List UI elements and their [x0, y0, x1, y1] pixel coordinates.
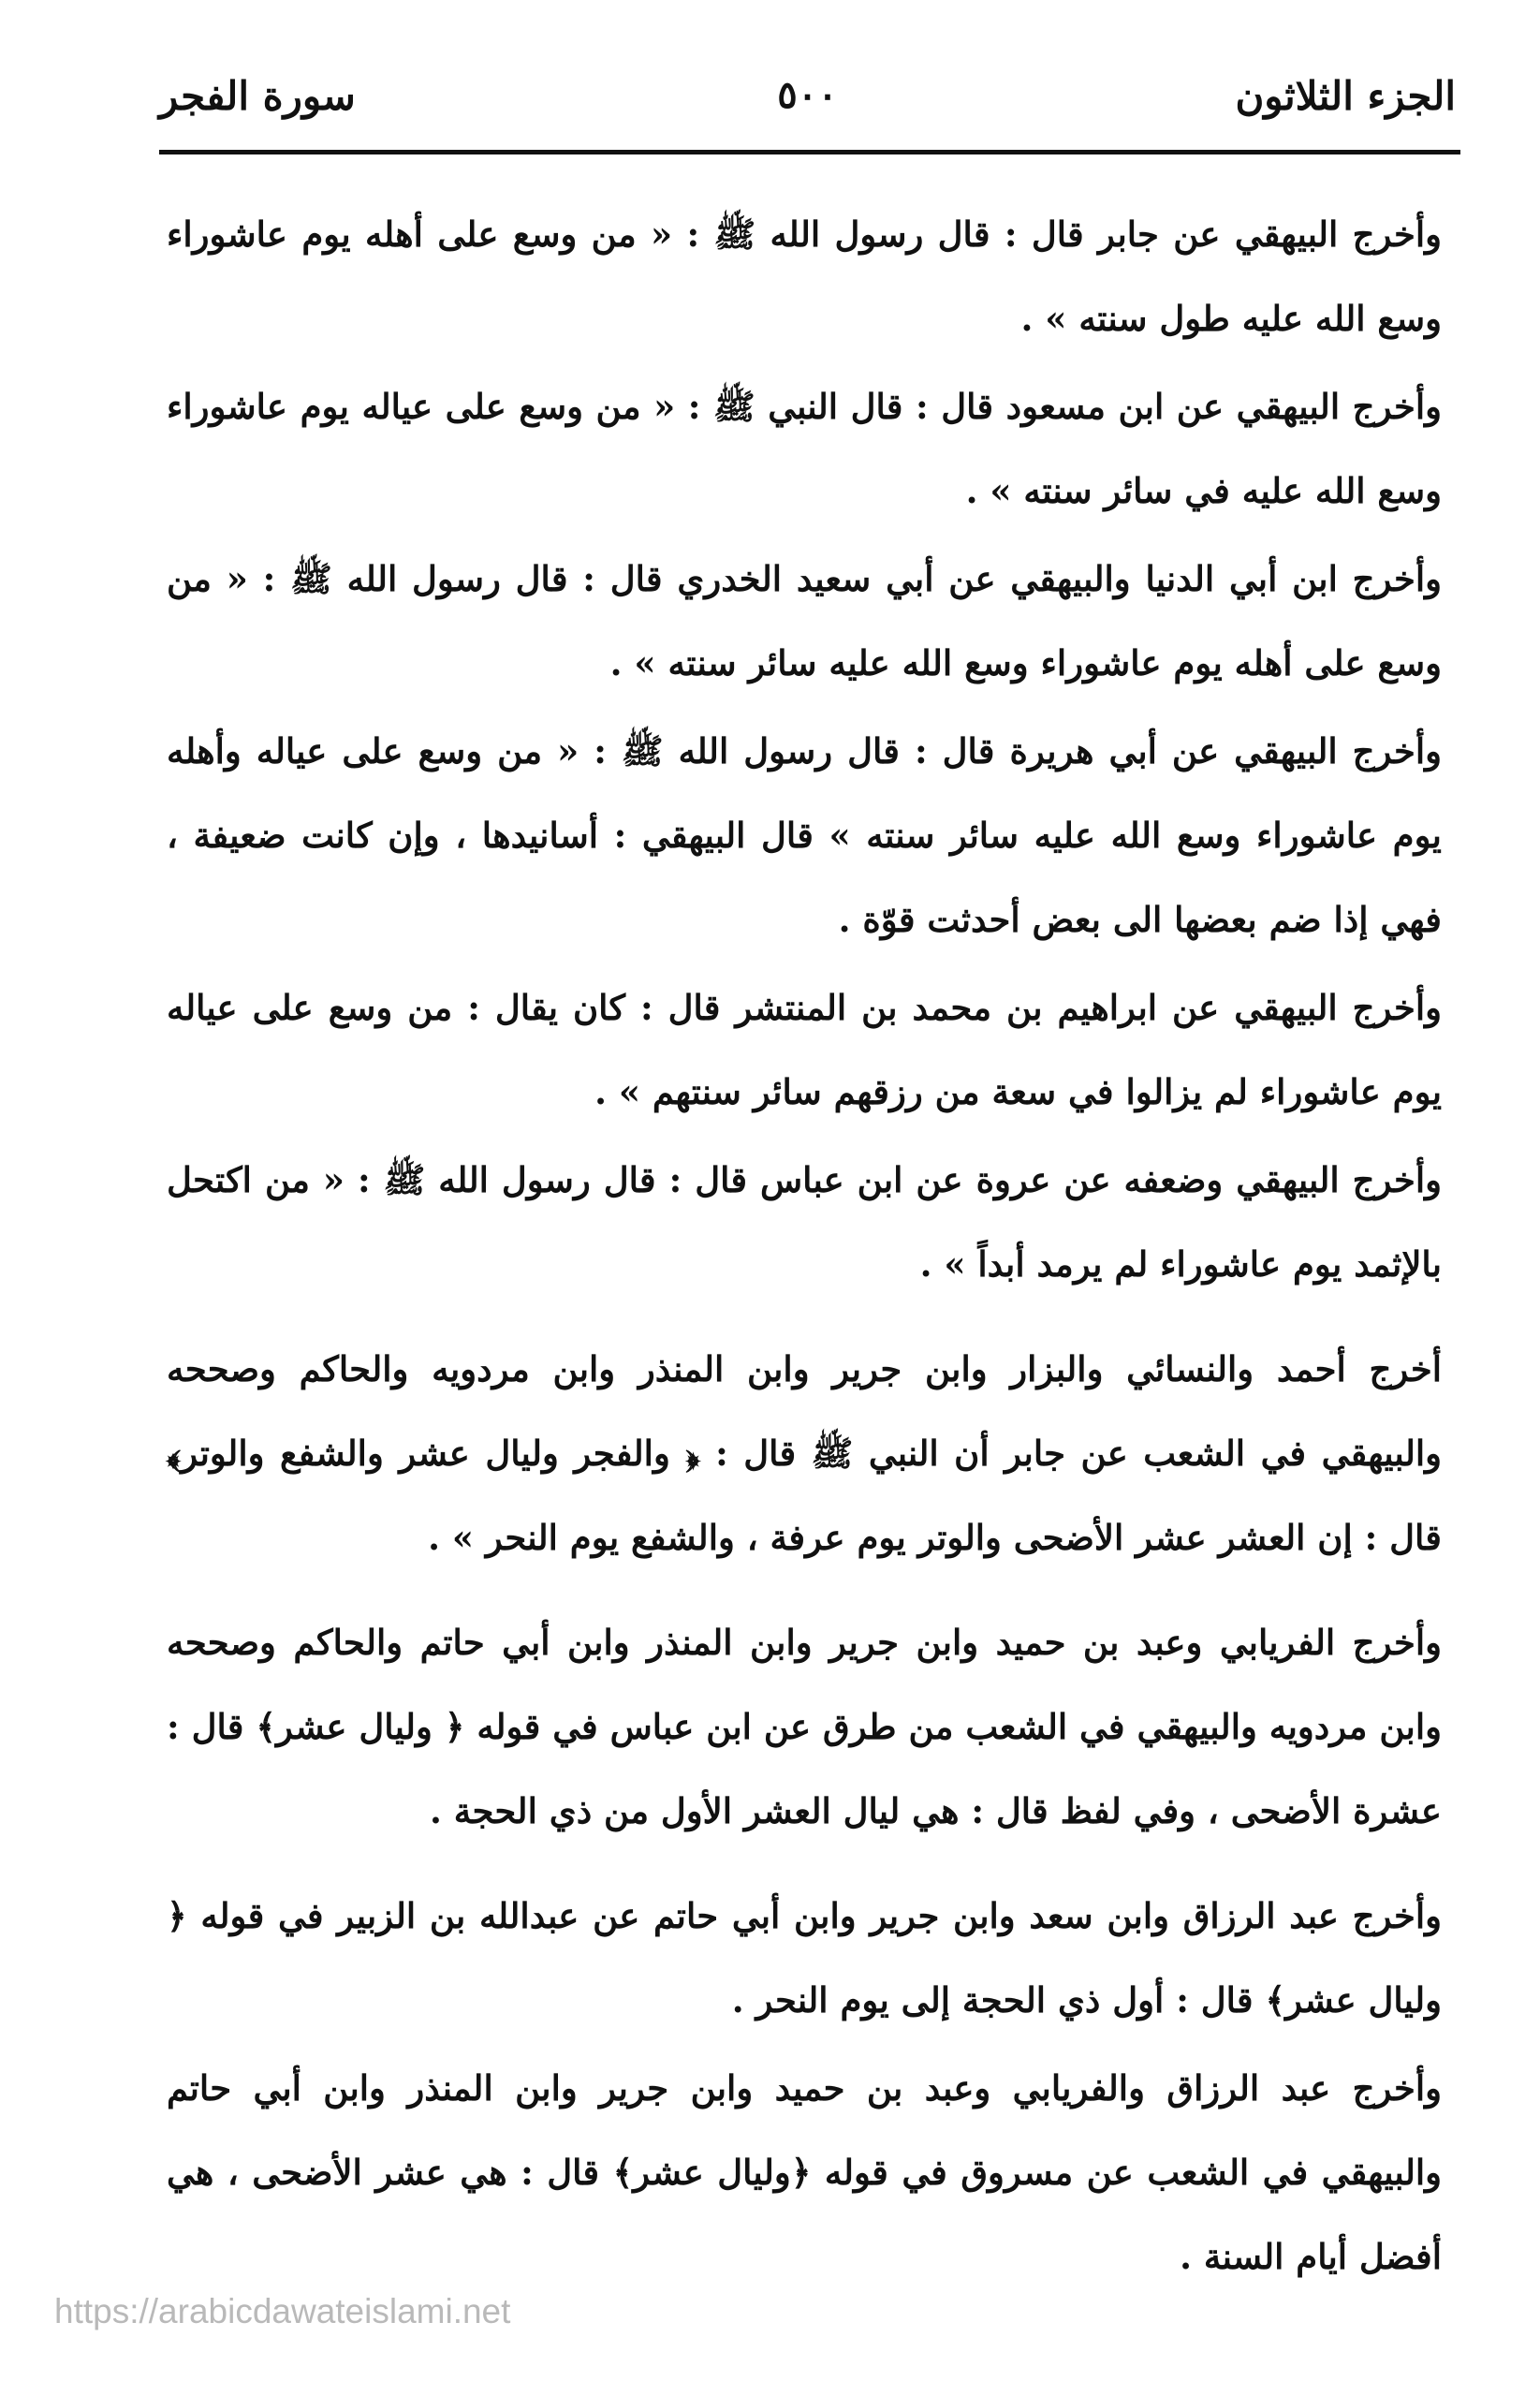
paragraph: وأخرج عبد الرزاق والفريابي وعبد بن حميد وابن جرير وابن المنذر وابن أبي حاتم والبيهقي في الشعب عن مسروق في قوله ﴿وليال عشر﴾ قال : هي عشر الأضحى ، هي أفضل أيام السنة . — [167, 2067, 1442, 2277]
juz-title: الجزء الثلاثون — [1235, 73, 1456, 119]
paragraph: وأخرج البيهقي عن ابن مسعود قال : قال النبي ﷺ : « من وسع على عياله يوم عاشوراء وسع الله عليه في سائر سنته » . — [167, 386, 1442, 511]
source-watermark: https://arabicdawateislami.net — [54, 2292, 511, 2330]
paragraph: وأخرج الفريابي وعبد بن حميد وابن جرير وابن المنذر وابن أبي حاتم والحاكم وصححه وابن مردويه والبيهقي في الشعب من طرق عن ابن عباس في قوله ﴿ وليال عشر﴾ قال : عشرة الأضحى ، وفي لفظ قال : هي ليال العشر الأول من ذي الحجة . — [167, 1622, 1442, 1831]
paragraph: وأخرج عبد الرزاق وابن سعد وابن جرير وابن أبي حاتم عن عبدالله بن الزبير في قوله ﴿ وليال عشر﴾ قال : أول ذي الحجة إلى يوم النحر . — [167, 1895, 1442, 2021]
page-body — [167, 192, 1442, 2302]
header-rule — [159, 150, 1460, 154]
paragraph: وأخرج البيهقي عن ابراهيم بن محمد بن المنتشر قال : كان يقال : من وسع على عياله يوم عاشوراء لم يزالوا في سعة من رزقهم سائر سنتهم » . — [167, 987, 1442, 1112]
paragraph: وأخرج البيهقي وضعفه عن عروة عن ابن عباس قال : قال رسول الله ﷺ : « من اكتحل بالإثمد يوم عاشوراء لم يرمد أبداً » . — [167, 1159, 1442, 1285]
surah-title: سورة الفجر — [159, 73, 356, 119]
page-header — [159, 64, 1456, 148]
paragraph: أخرج أحمد والنسائي والبزار وابن جرير وابن المنذر وابن مردويه والحاكم وصححه والبيهقي في الشعب عن جابر أن النبي ﷺ قال : ﴿ والفجر وليال عشر والشفع والوتر﴾ قال : إن العشر عشر الأضحى والوتر يوم عرفة ، والشفع يوم النحر » . — [167, 1348, 1442, 1558]
page-number: ٥٠٠ — [777, 73, 838, 117]
paragraph: وأخرج البيهقي عن جابر قال : قال رسول الله ﷺ : « من وسع على أهله يوم عاشوراء وسع الله عليه طول سنته » . — [167, 213, 1442, 339]
paragraph: وأخرج البيهقي عن أبي هريرة قال : قال رسول الله ﷺ : « من وسع على عياله وأهله يوم عاشوراء وسع الله عليه سائر سنته » قال البيهقي : أسانيدها ، وإن كانت ضعيفة ، فهي إذا ضم بعضها الى بعض أحدثت قوّة . — [167, 730, 1442, 940]
paragraph: وأخرج ابن أبي الدنيا والبيهقي عن أبي سعيد الخدري قال : قال رسول الله ﷺ : « من وسع على أهله يوم عاشوراء وسع الله عليه سائر سنته » . — [167, 558, 1442, 683]
